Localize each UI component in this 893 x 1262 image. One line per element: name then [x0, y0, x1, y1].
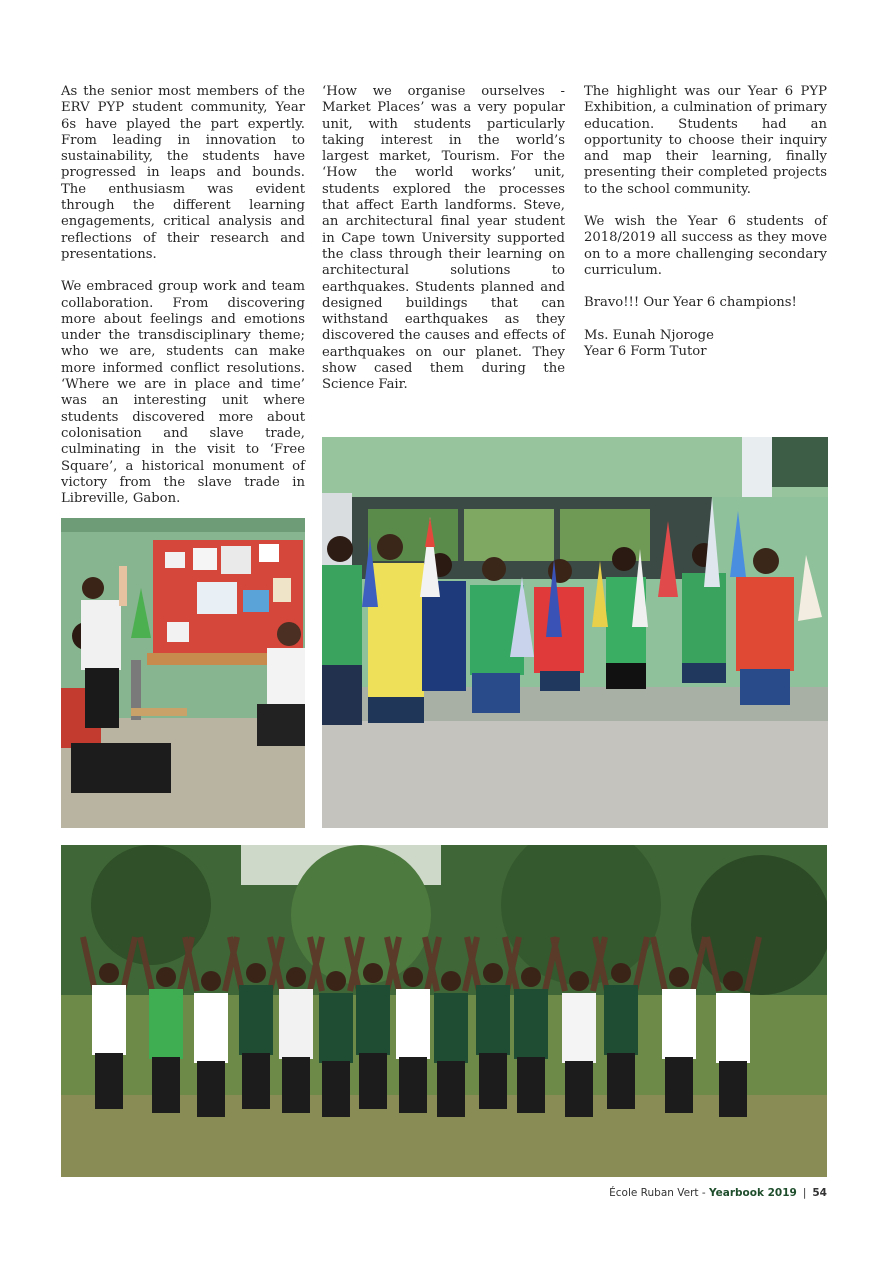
student-figure	[363, 963, 383, 983]
student-figure	[669, 967, 689, 987]
student-figure	[483, 963, 503, 983]
page-footer	[609, 1187, 827, 1199]
page-number: 54	[812, 1187, 827, 1199]
student-figure	[569, 971, 589, 991]
student-figure	[201, 971, 221, 991]
student-figure	[521, 967, 541, 987]
student-figure	[194, 993, 228, 1063]
student-figure	[319, 993, 353, 1063]
student-figure	[611, 963, 631, 983]
student-figure	[359, 1053, 387, 1109]
student-figure	[242, 1053, 270, 1109]
text-column-2	[322, 84, 565, 410]
student-figure	[604, 985, 638, 1055]
student-figure	[479, 1053, 507, 1109]
student-figure	[403, 967, 423, 987]
student-figure	[356, 985, 390, 1055]
footer-publication: Yearbook 2019	[708, 1187, 797, 1199]
student-figure	[723, 971, 743, 991]
student-figure	[719, 1061, 747, 1117]
student-figure	[99, 963, 119, 983]
student-figure	[239, 985, 273, 1055]
student-figure	[437, 1061, 465, 1117]
student-figure	[279, 989, 313, 1059]
student-figure	[92, 985, 126, 1055]
student-figure	[152, 1057, 180, 1113]
footer-separator: |	[802, 1187, 807, 1199]
paragraph: We embraced group work and team collaboration. From discovering more about feelings and emotions under the transdisciplinary theme; who we are, students can make more informed conflict resolutions. ‘Where we are in place and time’ was an interesting unit where students discovered more about colonisation and slave trade, culminating in the visit to ‘Free Square’, a historical monument of victory from the slave trade in Libreville, Gabon.	[61, 279, 305, 507]
student-figure	[562, 993, 596, 1063]
paragraph: The highlight was our Year 6 PYP Exhibition, a culmination of primary education. Students had an opportunity to choose their inquiry and map their learning, finally presenting their completed projects to the school community.	[584, 84, 827, 197]
student-figure	[282, 1057, 310, 1113]
paragraph: ‘How we organise ourselves - Market Places’ was a very popular unit, with students particularly taking interest in the world’s largest market, Tourism. For the ‘How the world works’ unit, students explored the processes that affect Earth landforms. Steve, an architectural final year student in Cape town University supported the class through their learning on architectural solutions to earthquakes. Students planned and designed buildings that can withstand earthquakes as they discovered the causes and effects of earthquakes on our planet. They show cased them during the Science Fair.	[322, 84, 565, 393]
student-figure	[434, 993, 468, 1063]
text-column-1	[61, 84, 305, 523]
student-figure	[95, 1053, 123, 1109]
student-figure	[476, 985, 510, 1055]
student-figure	[607, 1053, 635, 1109]
student-figure	[441, 971, 461, 991]
student-figure	[565, 1061, 593, 1117]
signature-role: Year 6 Form Tutor	[584, 343, 707, 359]
student-figure	[665, 1057, 693, 1113]
student-figure	[156, 967, 176, 987]
student-figure	[322, 1061, 350, 1117]
text-column-3	[584, 84, 827, 376]
student-figure	[716, 993, 750, 1063]
rocket-models-photo	[322, 437, 828, 828]
student-figure	[326, 971, 346, 991]
signature-name: Ms. Eunah Njoroge	[584, 327, 714, 343]
classroom-photo	[61, 518, 305, 828]
paragraph: We wish the Year 6 students of 2018/2019 all success as they move on to a more challenging secondary curriculum.	[584, 214, 827, 278]
student-figure	[396, 989, 430, 1059]
student-figure	[399, 1057, 427, 1113]
student-figure	[246, 963, 266, 983]
paragraph: Bravo!!! Our Year 6 champions!	[584, 295, 797, 311]
student-figure	[149, 989, 183, 1059]
student-figure	[662, 989, 696, 1059]
student-figure	[517, 1057, 545, 1113]
group-photo-outdoors	[61, 845, 827, 1177]
paragraph: As the senior most members of the ERV PYP student community, Year 6s have played the part expertly. From leading in innovation to sustainability, the students have progressed in leaps and bounds. The enthusiasm was evident through the different learning engagements, critical analysis and reflections of their research and presentations.	[61, 84, 305, 262]
signature	[584, 328, 827, 361]
student-figure	[197, 1061, 225, 1117]
footer-school: École Ruban Vert -	[609, 1187, 709, 1199]
student-figure	[286, 967, 306, 987]
student-figure	[514, 989, 548, 1059]
